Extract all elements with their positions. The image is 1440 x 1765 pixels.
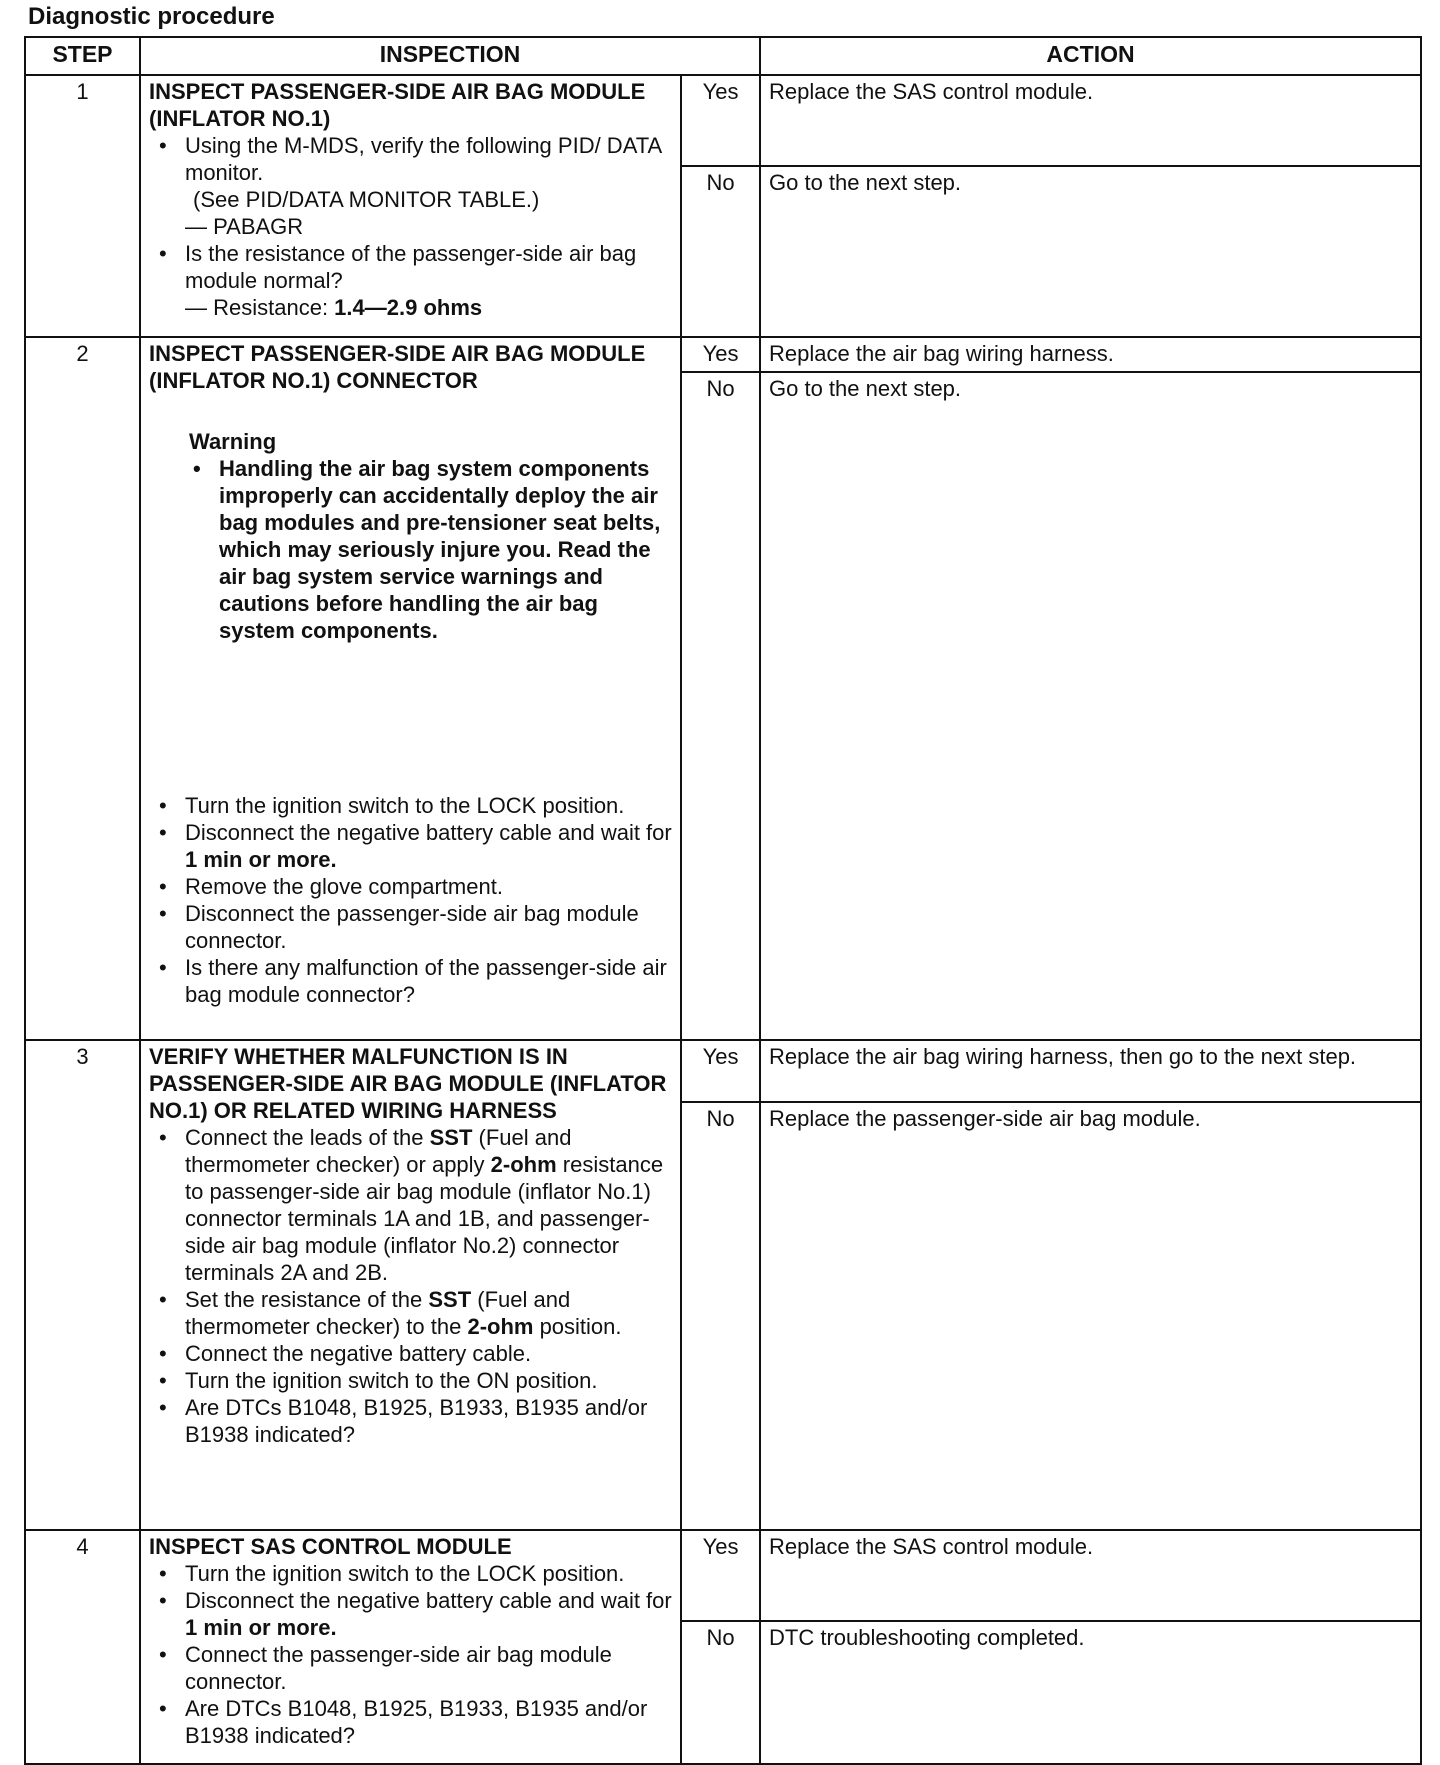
table-row-step-4-yes — [25, 1530, 1421, 1621]
list-item: • Set the resistance of the SST (Fuel and thermometer checker) to the 2-ohm position. — [149, 1286, 674, 1340]
inspection-list — [149, 1124, 674, 1448]
inspection-heading: VERIFY WHETHER MALFUNCTION IS IN PASSENGER-SIDE AIR BAG MODULE (INFLATOR NO.1) OR RELATED WIRING HARNESS — [149, 1044, 667, 1123]
page-title: Diagnostic procedure — [28, 3, 275, 30]
list-item: • Using the M-MDS, verify the following PID/ DATA monitor. (See PID/DATA MONITOR TABLE.) — PABAGR — [149, 132, 674, 240]
no-action: Replace the passenger-side air bag module. — [760, 1102, 1421, 1530]
no-label: No — [681, 372, 760, 1040]
list-item: • Disconnect the passenger-side air bag module connector. — [149, 900, 674, 954]
warning-text: • Handling the air bag system components improperly can accidentally deploy the air bag modules and pre-tensioner seat belts, which may seriously injure you. Read the air bag system service warnings and cautions before handling the air bag system components. — [149, 455, 674, 644]
no-label: No — [681, 166, 760, 337]
yes-label: Yes — [681, 1040, 760, 1102]
yes-action: Replace the SAS control module. — [760, 75, 1421, 166]
list-item: • Remove the glove compartment. — [149, 873, 674, 900]
inspection-cell — [140, 1040, 681, 1530]
list-item: • Turn the ignition switch to the ON position. — [149, 1367, 674, 1394]
inspection-cell — [140, 75, 681, 337]
step-number: 4 — [25, 1530, 140, 1764]
inspection-heading: INSPECT SAS CONTROL MODULE — [149, 1534, 512, 1559]
yes-action: Replace the air bag wiring harness. — [760, 337, 1421, 372]
table-row-step-1-yes — [25, 75, 1421, 166]
yes-label: Yes — [681, 1530, 760, 1621]
no-label: No — [681, 1621, 760, 1764]
list-item: • Turn the ignition switch to the LOCK position. — [149, 1560, 674, 1587]
inspection-heading: INSPECT PASSENGER-SIDE AIR BAG MODULE (INFLATOR NO.1) CONNECTOR — [149, 341, 646, 393]
header-action: ACTION — [760, 37, 1421, 75]
list-item: • Is the resistance of the passenger-side air bag module normal? — Resistance: 1.4—2.9 ohms — [149, 240, 674, 321]
inspection-list — [149, 792, 674, 1008]
inspection-list — [149, 132, 674, 321]
list-item: • Turn the ignition switch to the LOCK position. — [149, 792, 674, 819]
header-inspection: INSPECTION — [140, 37, 760, 75]
list-item: • Connect the leads of the SST (Fuel and thermometer checker) or apply 2-ohm resistance to passenger-side air bag module (inflator No.1) connector terminals 1A and 1B, and passenger-side air bag module (inflator No.2) connector terminals 2A and 2B. — [149, 1124, 674, 1286]
figure-space — [149, 644, 674, 792]
header-row — [25, 37, 1421, 75]
yes-action: Replace the air bag wiring harness, then go to the next step. — [760, 1040, 1421, 1102]
yes-label: Yes — [681, 75, 760, 166]
diagnostic-table — [24, 36, 1422, 1765]
no-action: Go to the next step. — [760, 166, 1421, 337]
no-label: No — [681, 1102, 760, 1530]
inspection-list — [149, 1560, 674, 1749]
step-number: 3 — [25, 1040, 140, 1530]
table-row-step-2-yes — [25, 337, 1421, 372]
inspection-cell — [140, 337, 681, 1040]
yes-label: Yes — [681, 337, 760, 372]
step-number: 1 — [25, 75, 140, 337]
list-item: • Are DTCs B1048, B1925, B1933, B1935 and/or B1938 indicated? — [149, 1695, 674, 1749]
warning-title: Warning — [189, 429, 277, 454]
list-item: • Disconnect the negative battery cable and wait for 1 min or more. — [149, 819, 674, 873]
list-item: • Connect the negative battery cable. — [149, 1340, 674, 1367]
warning-list — [149, 455, 674, 644]
yes-action: Replace the SAS control module. — [760, 1530, 1421, 1621]
inspection-heading: INSPECT PASSENGER-SIDE AIR BAG MODULE (INFLATOR NO.1) — [149, 79, 646, 131]
list-item: • Connect the passenger-side air bag module connector. — [149, 1641, 674, 1695]
no-action: Go to the next step. — [760, 372, 1421, 1040]
list-item: • Disconnect the negative battery cable and wait for 1 min or more. — [149, 1587, 674, 1641]
list-item: • Are DTCs B1048, B1925, B1933, B1935 and/or B1938 indicated? — [149, 1394, 674, 1448]
table-row-step-3-yes — [25, 1040, 1421, 1102]
no-action: DTC troubleshooting completed. — [760, 1621, 1421, 1764]
list-item: • Is there any malfunction of the passenger-side air bag module connector? — [149, 954, 674, 1008]
header-step: STEP — [25, 37, 140, 75]
step-number: 2 — [25, 337, 140, 1040]
inspection-cell — [140, 1530, 681, 1764]
